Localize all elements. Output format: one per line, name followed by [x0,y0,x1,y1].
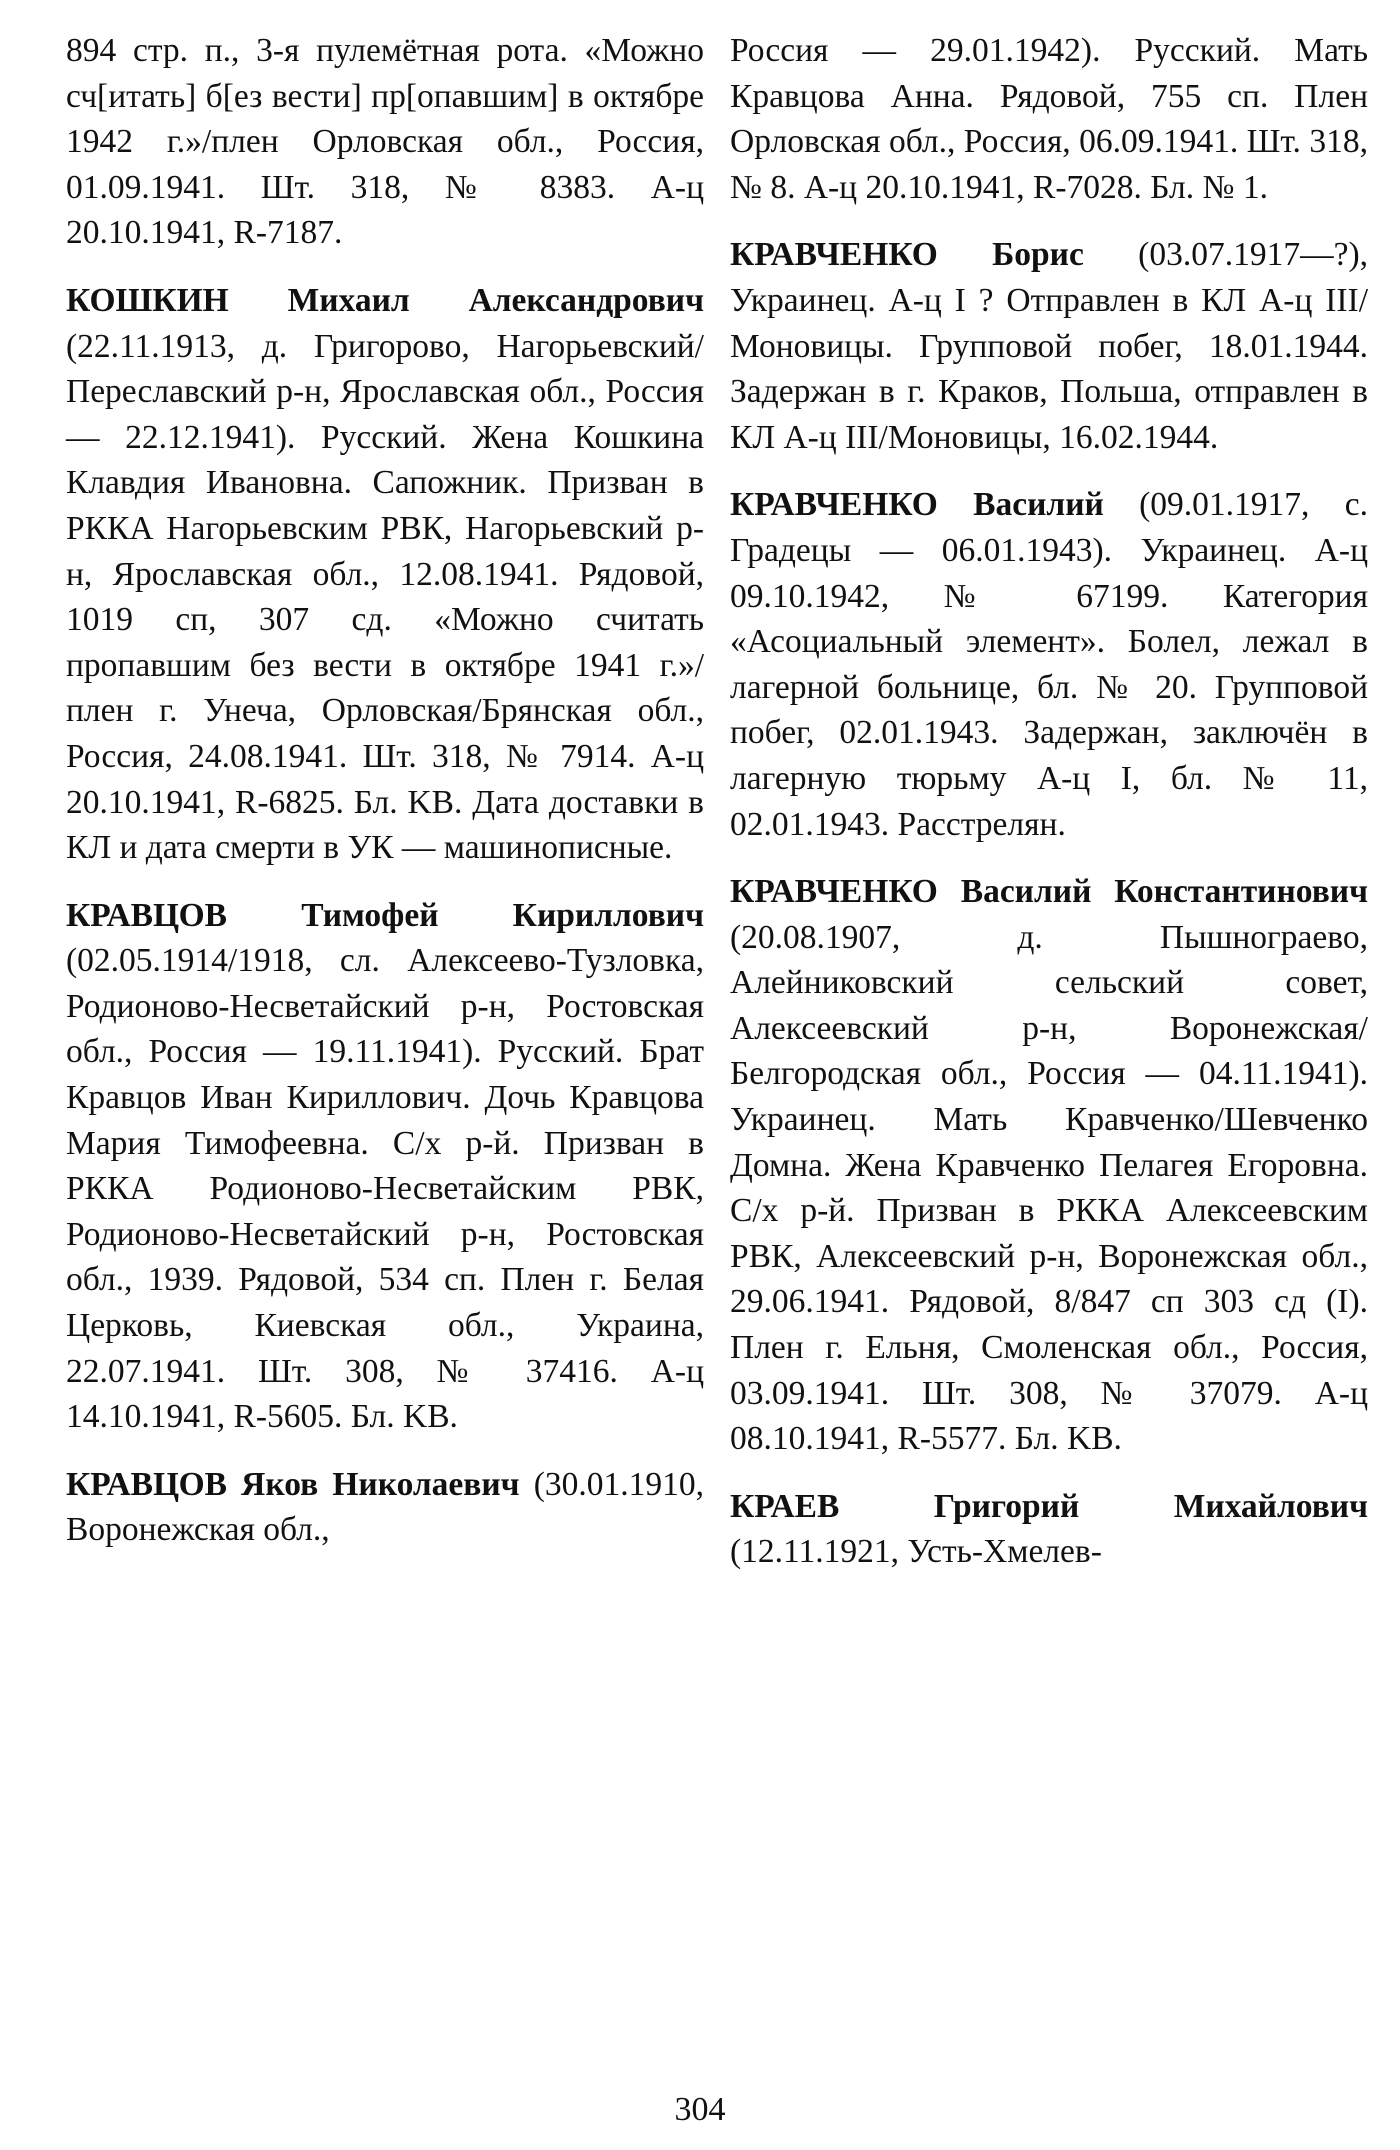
entry [730,482,1368,847]
entry [730,1484,1368,1575]
entry-text: (20.08.1907, д. Пышнограево, Алейниковский сельский совет, Алексеевский р-н, Воронежская/Белгородская обл., Россия — 04.11.1941). Украинец. Мать Кравченко/Шевченко Домна. Жена Кравченко Пелагея Егоровна. С/х р-й. Призван в РККА Алексеевским РВК, Алексеевский р-н, Воронежская обл., 29.06.1941. Рядовой, 8/847 сп 303 сд (I). Плен г. Ельня, Смоленская обл., Россия, 03.09.1941. Шт. 308, № 37079. А-ц 08.10.1941, R-5577. Бл. KB. [730,918,1368,1458]
entry-name: КРАВЧЕНКО Василий [730,486,1104,524]
entry [66,28,704,256]
entry-text: (12.11.1921, Усть-Хмелев- [730,1533,1102,1571]
entry-name: КРАВЦОВ Тимофей Кириллович [66,896,704,934]
page-number: 304 [674,2091,726,2128]
entry-text: (22.11.1913, д. Григорово, Нагорьевский/Переславский р-н, Ярославская обл., Россия — 22.12.1941). Русский. Жена Кошкина Клавдия Ивановна. Сапожник. Призван в РККА Нагорьевским РВК, Нагорьевский р-н, Ярославская обл., 12.08.1941. Рядовой, 1019 сп, 307 сд. «Можно считать пропавшим без вести в октябре 1941 г.»/плен г. Унеча, Орловская/Брянская обл., Россия, 24.08.1941. Шт. 318, № 7914. А-ц 20.10.1941, R-6825. Бл. KB. Дата доставки в КЛ и дата смерти в УК — машинописные. [66,327,704,867]
entry-text: (30.01.1910, Воронежская обл., [66,1465,705,1549]
entry-text: Россия — 29.01.1942). Русский. Мать Кравцова Анна. Рядовой, 755 сп. Плен Орловская обл., Россия, 06.09.1941. Шт. 318, № 8. А-ц 20.10.1941, R-7028. Бл. № 1. [730,32,1368,206]
entry [66,278,704,871]
entry-text: (09.01.1917, с. Градецы — 06.01.1943). Украинец. А-ц 09.10.1942, № 67199. Категория «Асоциальный элемент». Болел, лежал в лагерной больнице, бл. № 20. Групповой побег, 02.01.1943. Задержан, заключён в лагерную тюрьму А-ц I, бл. № 11, 02.01.1943. Расстрелян. [730,486,1368,843]
right-column [730,28,1368,1597]
entry [730,869,1368,1462]
entry-text: (03.07.1917—?), Украинец. А-ц I ? Отправлен в КЛ А-ц III/Моновицы. Групповой побег, 18.01.1944. Задержан в г. Краков, Польша, отправлен в КЛ А-ц III/Моновицы, 16.02.1944. [730,236,1368,456]
entry [66,893,704,1440]
entry [730,232,1368,460]
entry-text: 894 стр. п., 3-я пулемётная рота. «Можно сч[итать] б[ез вести] пр[опавшим] в октябре 1942 г.»/плен Орловская обл., Россия, 01.09.1941. Шт. 318, № 8383. А-ц 20.10.1941, R-7187. [66,32,704,252]
entry-name: КОШКИН Михаил Александрович [66,281,704,319]
entry-name: КРАВЧЕНКО Борис [730,236,1084,274]
left-column [66,28,704,1575]
entry-name: КРАВЦОВ Яков Николаевич [66,1465,520,1503]
entry [66,1462,704,1553]
entry [730,28,1368,210]
entry-name: КРАЕВ Григорий Михайлович [730,1487,1368,1525]
entry-name: КРАВЧЕНКО Василий Константинович [730,873,1368,911]
entry-text: (02.05.1914/1918, сл. Алексеево-Тузловка, Родионово-Несветайский р-н, Ростовская обл., Россия — 19.11.1941). Русский. Брат Кравцов Иван Кириллович. Дочь Кравцова Мария Тимофеевна. С/х р-й. Призван в РККА Родионово-Несветайским РВК, Родионово-Несветайский р-н, Ростовская обл., 1939. Рядовой, 534 сп. Плен г. Белая Церковь, Киевская обл., Украина, 22.07.1941. Шт. 308, № 37416. А-ц 14.10.1941, R-5605. Бл. KB. [66,942,704,1436]
